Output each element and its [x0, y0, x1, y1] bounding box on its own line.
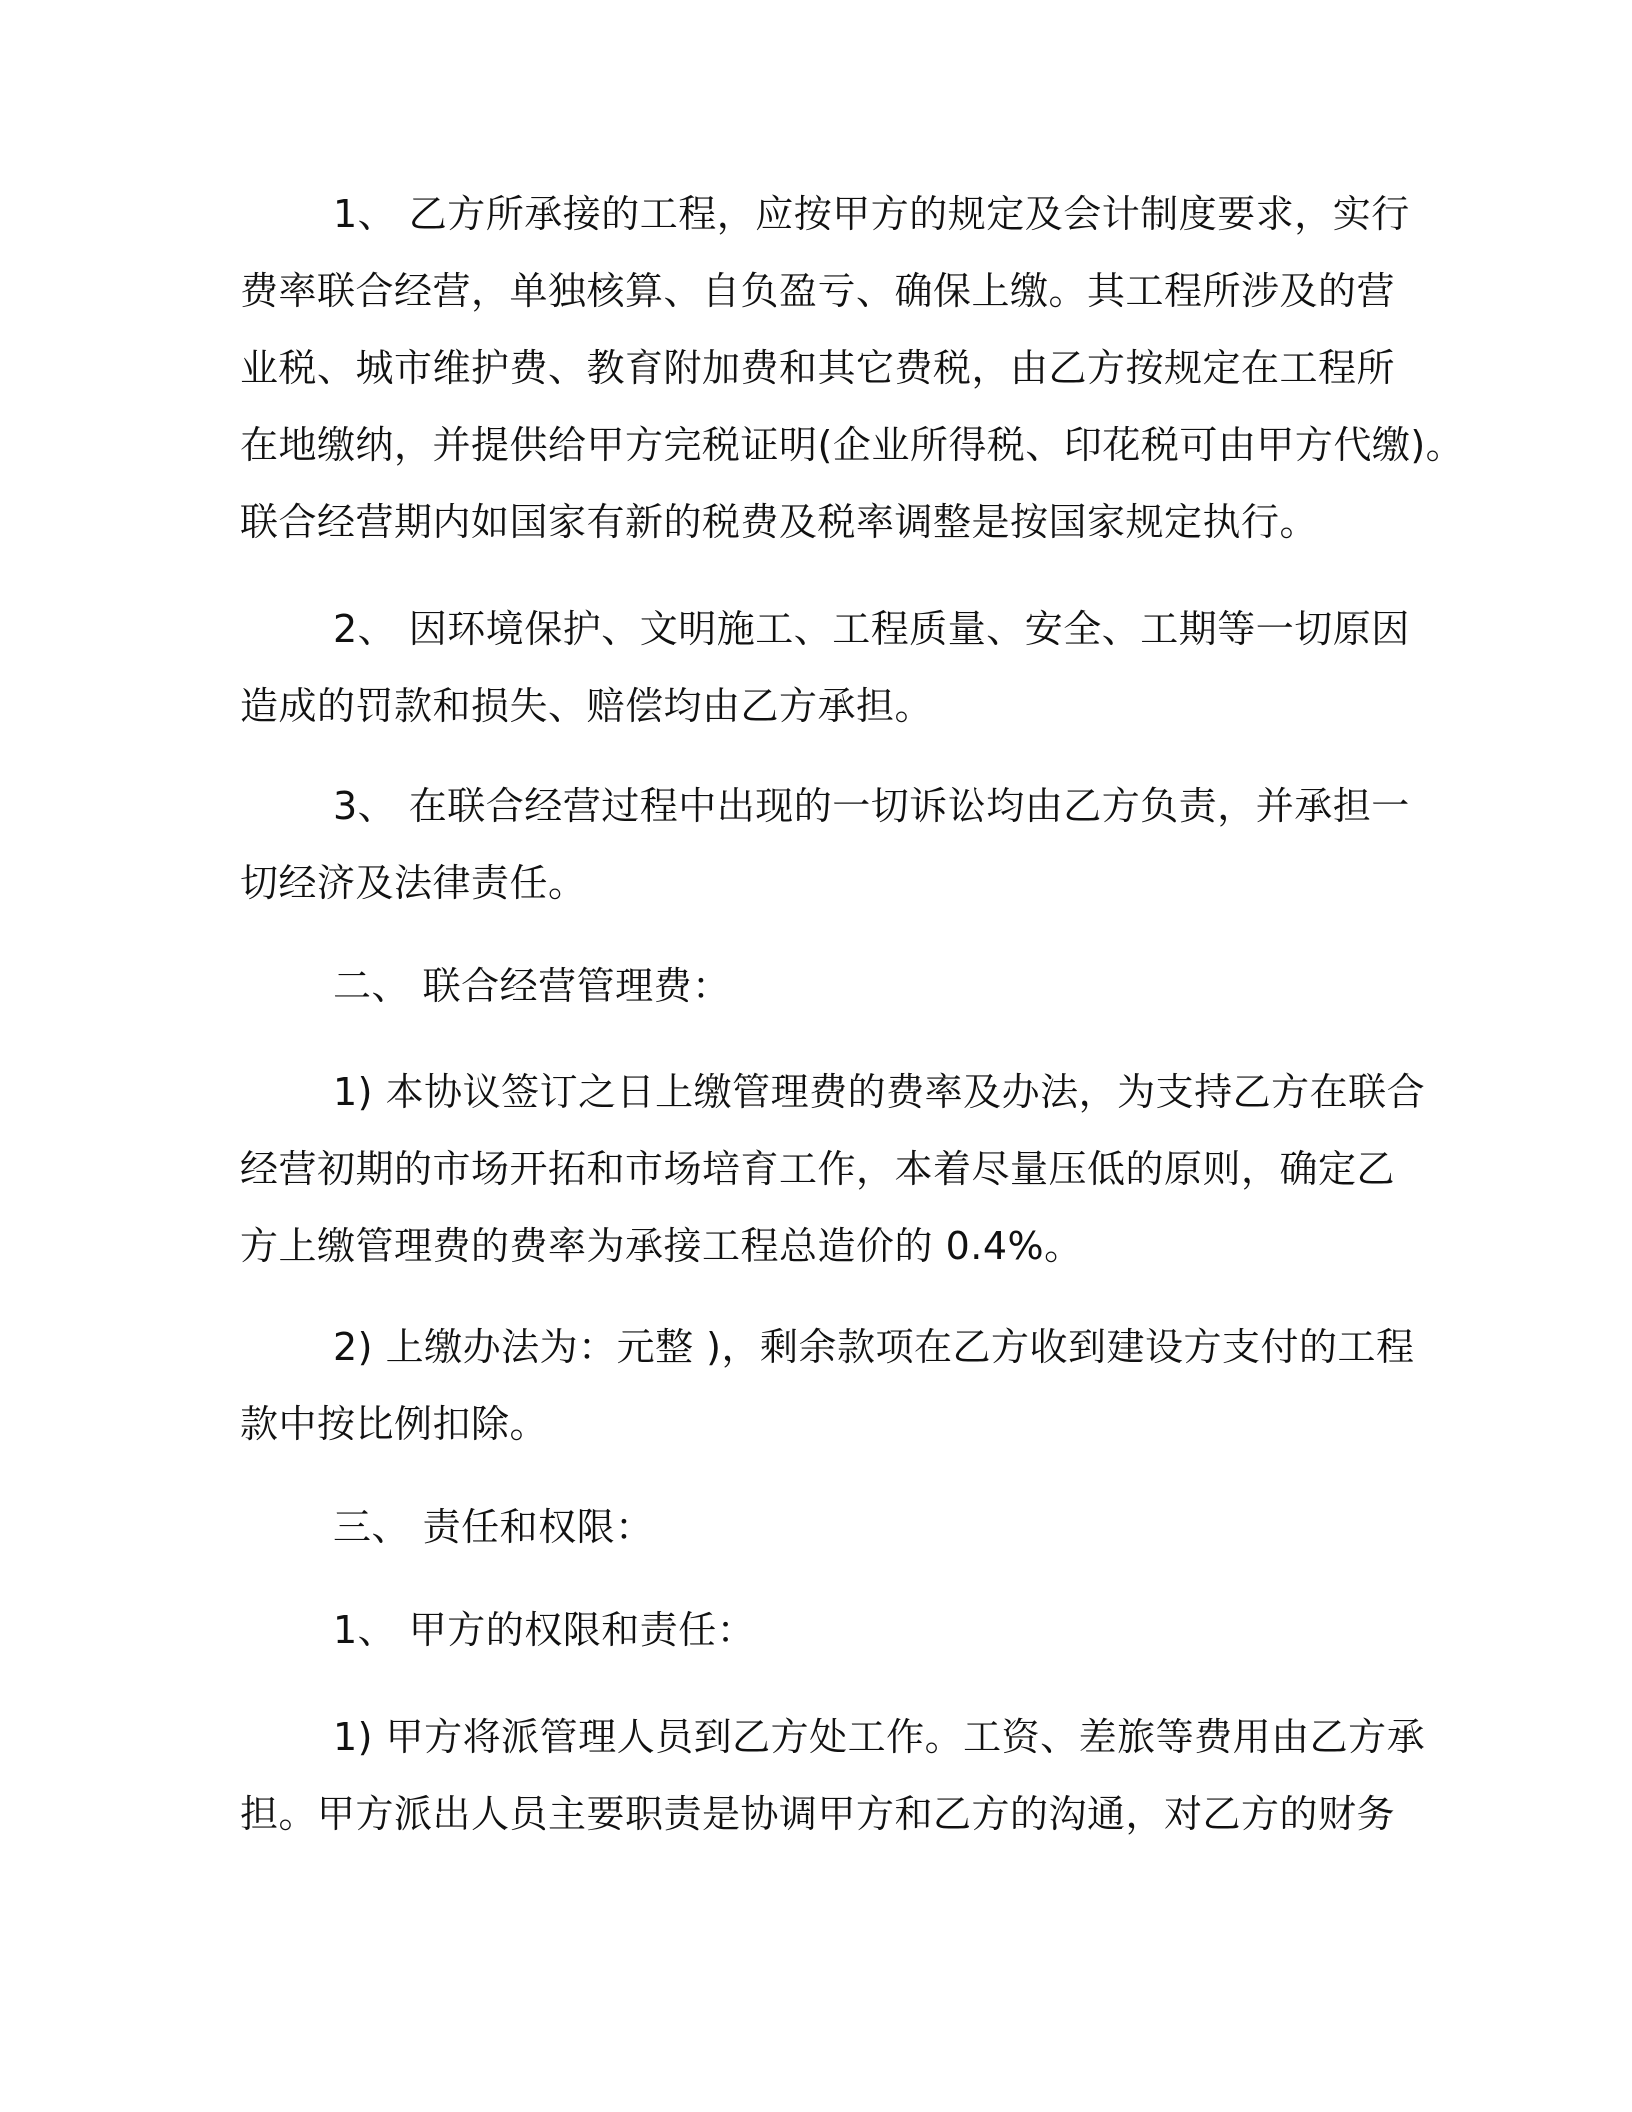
subsection-heading: 1、 甲方的权限和责任： — [333, 1608, 756, 1652]
text-line: 1、 乙方所承接的工程，应按甲方的规定及会计制度要求，实行 — [333, 192, 1410, 236]
text-line: 3、 在联合经营过程中出现的一切诉讼均由乙方负责，并承担一 — [333, 784, 1410, 828]
text-line: 担。甲方派出人员主要职责是协调甲方和乙方的沟通，对乙方的财务 — [240, 1792, 1396, 1836]
section-heading: 三、 责任和权限： — [333, 1505, 654, 1549]
text-line: 1) 甲方将派管理人员到乙方处工作。工资、差旅等费用由乙方承 — [333, 1715, 1426, 1759]
text-line: 业税、城市维护费、教育附加费和其它费税，由乙方按规定在工程所 — [240, 346, 1396, 390]
text-line: 2) 上缴办法为：元整 )，剩余款项在乙方收到建设方支付的工程 — [333, 1325, 1415, 1369]
text-line: 在地缴纳，并提供给甲方完税证明(企业所得税、印花税可由甲方代缴)。 — [240, 423, 1465, 467]
text-line: 2、 因环境保护、文明施工、工程质量、安全、工期等一切原因 — [333, 607, 1410, 651]
text-line: 经营初期的市场开拓和市场培育工作，本着尽量压低的原则，确定乙 — [240, 1147, 1396, 1191]
section-heading: 二、 联合经营管理费： — [333, 964, 731, 1008]
text-line: 联合经营期内如国家有新的税费及税率调整是按国家规定执行。 — [240, 500, 1319, 544]
text-line: 造成的罚款和损失、赔偿均由乙方承担。 — [240, 684, 934, 728]
text-line: 费率联合经营，单独核算、自负盈亏、确保上缴。其工程所涉及的营 — [240, 269, 1396, 313]
text-line: 1) 本协议签订之日上缴管理费的费率及办法，为支持乙方在联合 — [333, 1070, 1426, 1114]
text-line: 方上缴管理费的费率为承接工程总造价的 0.4%。 — [240, 1224, 1083, 1268]
text-line: 切经济及法律责任。 — [240, 861, 587, 905]
text-line: 款中按比例扣除。 — [240, 1402, 549, 1446]
